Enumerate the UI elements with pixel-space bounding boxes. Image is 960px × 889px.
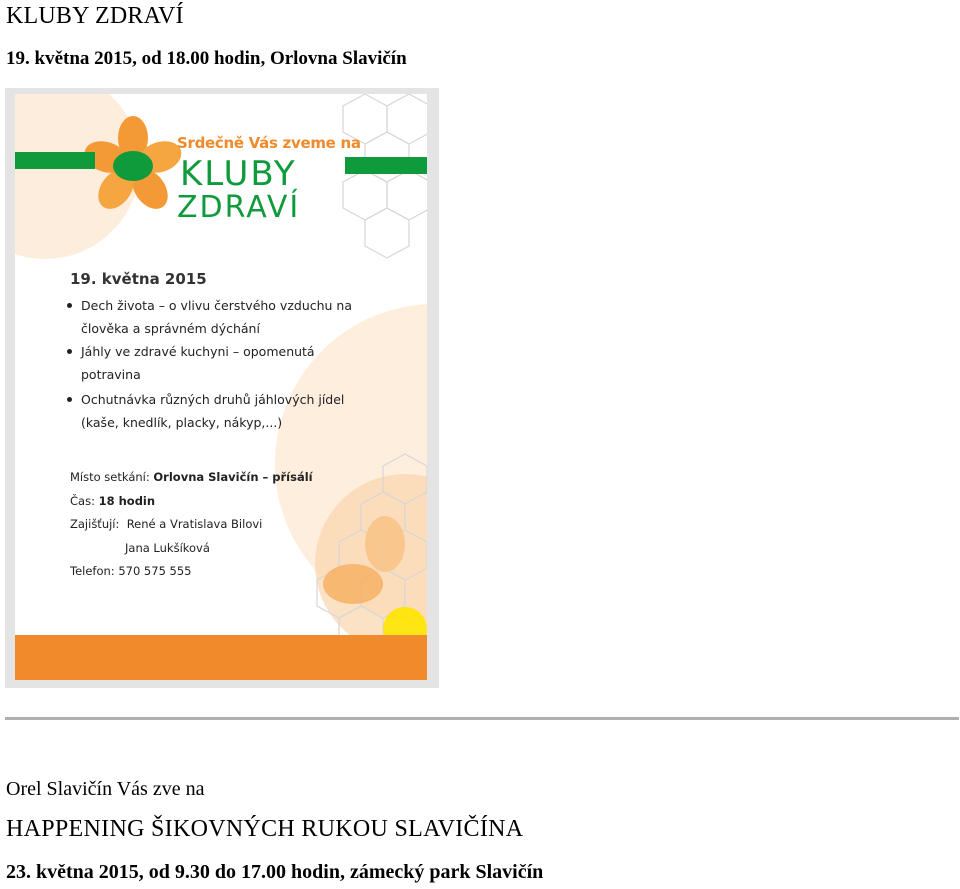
event2-invite: Orel Slavičín Vás zve na (6, 778, 205, 800)
page-title: KLUBY ZDRAVÍ (6, 3, 184, 29)
orange-footer-bar (15, 635, 427, 680)
event-subheading: 19. května 2015, od 18.00 hodin, Orlovna Slavičín (6, 48, 407, 69)
flyer-logo-line2: ZDRAVÍ (177, 190, 301, 225)
flyer-phone: Telefon: 570 575 555 (70, 564, 192, 578)
flyer-bullet: Jáhly ve zdravé kuchyni – opomenutá potravina (81, 340, 371, 386)
flyer-time: Čas: 18 hodin (70, 494, 156, 508)
flyer-poster (15, 94, 427, 680)
green-stripe-left (15, 152, 95, 169)
flyer-place: Místo setkání: Orlovna Slavičín – přísálí (70, 470, 313, 484)
flyer-image (5, 88, 439, 688)
flyer-organizers: Zajišťují: René a Vratislava Bilovi (70, 517, 263, 531)
green-stripe-right (345, 157, 427, 174)
flyer-organizers-2: Jana Lukšíková (125, 541, 210, 555)
flyer-bullet: Ochutnávka různých druhů jáhlových jídel (kaše, knedlík, placky, nákyp,...) (81, 388, 371, 434)
flyer-bullet: Dech života – o vlivu čerstvého vzduchu na člověka a správném dýchání (81, 294, 371, 340)
event2-title: HAPPENING ŠIKOVNÝCH RUKOU SLAVIČÍNA (6, 816, 524, 842)
flyer-date: 19. května 2015 (70, 270, 207, 288)
flyer-logo-line1: KLUBY (180, 154, 297, 194)
event2-details: 23. května 2015, od 9.30 do 17.00 hodin, zámecký park Slavičín (6, 861, 544, 883)
section-divider (5, 717, 959, 720)
bg-hexagons-top (343, 94, 427, 258)
flyer-tagline: Srdečně Vás zveme na (177, 134, 361, 152)
